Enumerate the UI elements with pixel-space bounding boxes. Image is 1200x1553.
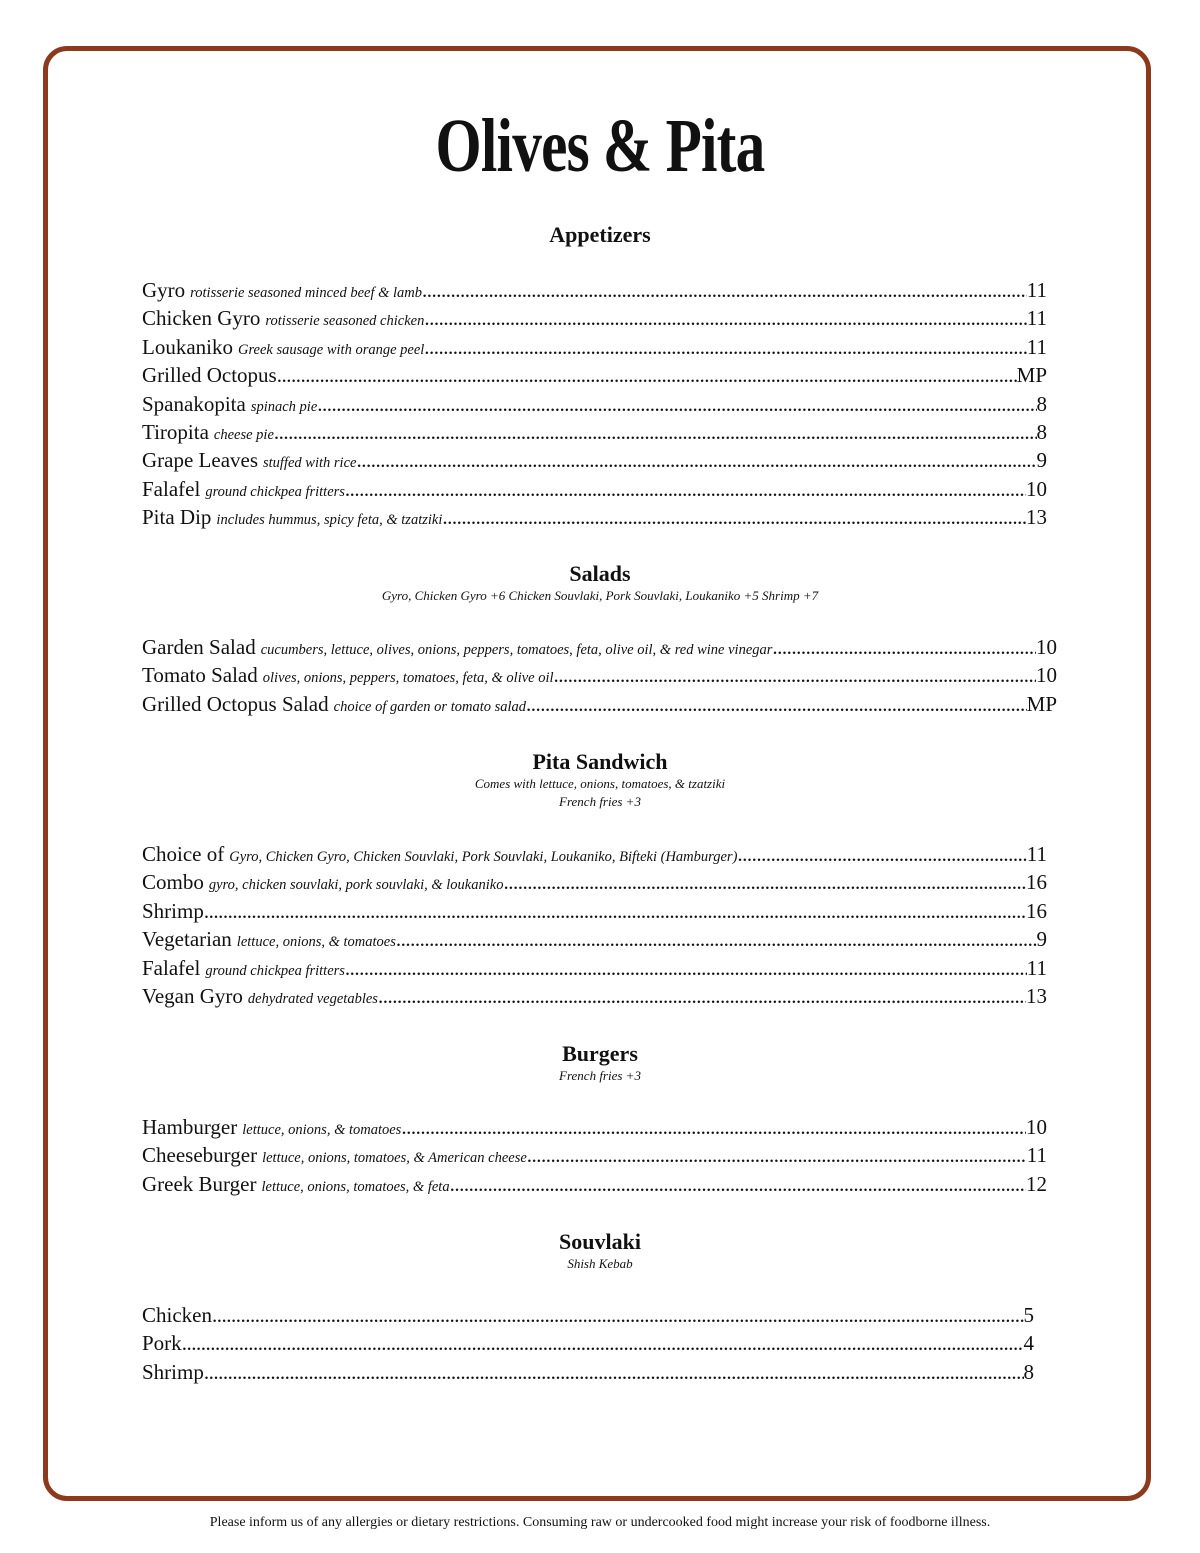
item-description: cheese pie <box>213 426 274 443</box>
item-name: Hamburger <box>142 1115 238 1139</box>
dot-leader <box>424 335 1026 360</box>
appetizers-title: Appetizers <box>549 222 651 247</box>
item-description: includes hummus, spicy feta, & tzatziki <box>216 512 443 529</box>
dot-leader <box>526 692 1027 717</box>
item-price: 10 <box>1036 635 1057 659</box>
item-name: Vegetarian <box>142 927 232 952</box>
menu-item <box>142 984 1047 1012</box>
item-description: rotisserie seasoned minced beef & lamb <box>190 285 422 301</box>
item-name: Cheeseburger <box>142 1143 258 1168</box>
souvlaki-list <box>142 1303 1034 1388</box>
item-price: 12 <box>1026 1171 1047 1196</box>
item-description: Greek sausage with orange peel <box>237 341 425 358</box>
item-name: Tiropita <box>142 419 209 444</box>
item-price: 11 <box>1026 955 1047 980</box>
item-name: Combo <box>142 870 204 895</box>
item-price: 11 <box>1026 1143 1047 1168</box>
souvlaki-header <box>0 1229 1200 1273</box>
item-price: 8 <box>1036 419 1047 444</box>
item-price: 9 <box>1036 927 1047 952</box>
appetizers-header <box>0 222 1200 248</box>
pita-sandwich-title: Pita Sandwich <box>532 749 668 774</box>
item-description: spinach pie <box>250 398 318 415</box>
dot-leader <box>204 1360 1024 1385</box>
menu-item <box>142 927 1047 955</box>
menu-item <box>142 842 1047 870</box>
dot-leader <box>442 505 1026 530</box>
item-description: ground chickpea fritters <box>205 962 345 979</box>
item-name: Falafel <box>142 955 201 980</box>
item-price: 8 <box>1023 1359 1034 1384</box>
item-description: Gyro, Chicken Gyro, Chicken Souvlaki, Pork Souvlaki, Loukaniko, Bifteki (Hamburger) <box>229 849 738 865</box>
item-price: 11 <box>1026 334 1047 359</box>
item-price: MP <box>1016 363 1047 388</box>
dot-leader <box>737 842 1026 867</box>
item-price: 10 <box>1026 1115 1047 1139</box>
dot-leader <box>345 956 1027 981</box>
item-name: Vegan Gyro <box>142 983 243 1008</box>
item-name: Chicken <box>142 1303 212 1327</box>
salads-note: Gyro, Chicken Gyro +6 Chicken Souvlaki, Pork Souvlaki, Loukaniko +5 Shrimp +7 <box>381 588 819 603</box>
item-description: stuffed with rice <box>263 455 357 472</box>
restaurant-title: Olives & Pita <box>435 104 765 188</box>
menu-item <box>142 1303 1034 1331</box>
item-name: Garden Salad <box>142 635 256 659</box>
menu-item <box>142 505 1047 533</box>
item-description: lettuce, onions, tomatoes, & feta <box>261 1178 450 1195</box>
item-price: 13 <box>1026 983 1047 1008</box>
item-name: Greek Burger <box>142 1171 257 1196</box>
menu-item <box>142 363 1047 391</box>
item-name: Loukaniko <box>142 334 233 359</box>
menu-item <box>142 899 1047 927</box>
item-description: lettuce, onions, & tomatoes <box>236 934 396 951</box>
item-description: lettuce, onions, tomatoes, & American cheese <box>262 1150 527 1167</box>
item-name: Gyro <box>142 278 186 302</box>
dot-leader <box>450 1172 1026 1197</box>
item-name: Falafel <box>142 476 201 501</box>
item-price: 11 <box>1026 278 1047 302</box>
item-name: Grilled Octopus <box>142 363 277 388</box>
menu-item <box>142 306 1047 334</box>
item-price: 13 <box>1026 505 1047 530</box>
dot-leader <box>396 927 1037 952</box>
dot-leader <box>401 1115 1026 1140</box>
item-price: 10 <box>1026 476 1047 501</box>
menu-item <box>142 635 1057 663</box>
item-price: 16 <box>1026 870 1047 895</box>
item-price: 4 <box>1023 1331 1034 1356</box>
item-name: Pork <box>142 1331 182 1356</box>
menu-item <box>142 477 1047 505</box>
menu-item <box>142 1143 1047 1171</box>
item-name: Shrimp <box>142 1359 204 1384</box>
dot-leader <box>212 1303 1024 1328</box>
allergy-disclaimer: Please inform us of any allergies or dietary restrictions. Consuming raw or undercooked food might increase your risk of foodborne illness. <box>209 1515 991 1530</box>
menu-item <box>142 420 1047 448</box>
pita-sandwich-list <box>142 842 1047 1012</box>
item-price: 11 <box>1026 842 1047 866</box>
salads-list <box>142 635 1057 720</box>
item-name: Chicken Gyro <box>142 306 261 331</box>
item-description: ground chickpea fritters <box>205 483 345 500</box>
dot-leader <box>356 448 1036 473</box>
burgers-list <box>142 1115 1047 1200</box>
item-name: Choice of <box>142 842 225 866</box>
item-price: 5 <box>1023 1303 1034 1327</box>
dot-leader <box>345 477 1026 502</box>
item-name: Spanakopita <box>142 391 246 416</box>
souvlaki-note: Shish Kebab <box>567 1256 633 1271</box>
pita-sandwich-header <box>0 749 1200 811</box>
dot-leader <box>422 278 1027 303</box>
salads-header <box>0 561 1200 605</box>
item-name: Grape Leaves <box>142 448 259 473</box>
salads-title: Salads <box>569 561 631 586</box>
dot-leader <box>554 663 1036 688</box>
pita-sandwich-fries-note: French fries +3 <box>559 794 641 809</box>
burgers-header <box>0 1041 1200 1085</box>
item-price: 16 <box>1026 898 1047 923</box>
dot-leader <box>182 1331 1024 1356</box>
burgers-note: French fries +3 <box>559 1068 641 1083</box>
item-description: lettuce, onions, & tomatoes <box>242 1122 402 1138</box>
item-price: 11 <box>1026 306 1047 331</box>
menu-item <box>142 1360 1034 1388</box>
dot-leader <box>204 899 1026 924</box>
dot-leader <box>274 420 1037 445</box>
dot-leader <box>424 306 1026 331</box>
item-description: cucumbers, lettuce, olives, onions, peppers, tomatoes, feta, olive oil, & red wine vinegar <box>260 642 773 658</box>
dot-leader <box>527 1143 1027 1168</box>
item-description: rotisserie seasoned chicken <box>265 313 425 330</box>
item-price: MP <box>1026 691 1057 716</box>
item-name: Shrimp <box>142 898 204 923</box>
dot-leader <box>772 635 1036 660</box>
menu-item <box>142 335 1047 363</box>
menu-item <box>142 1172 1047 1200</box>
dot-leader <box>503 870 1026 895</box>
item-description: gyro, chicken souvlaki, pork souvlaki, & loukaniko <box>208 877 504 894</box>
item-price: 9 <box>1036 448 1047 473</box>
menu-item <box>142 278 1047 306</box>
item-description: dehydrated vegetables <box>247 990 378 1007</box>
item-name: Pita Dip <box>142 505 212 530</box>
item-price: 8 <box>1036 391 1047 416</box>
item-name: Tomato Salad <box>142 663 258 688</box>
menu-item <box>142 1115 1047 1143</box>
dot-leader <box>378 984 1026 1009</box>
menu-item <box>142 1331 1034 1359</box>
menu-item <box>142 392 1047 420</box>
dot-leader <box>317 392 1036 417</box>
souvlaki-title: Souvlaki <box>559 1229 641 1254</box>
dot-leader <box>277 363 1017 388</box>
menu-item <box>142 448 1047 476</box>
menu-item <box>142 692 1057 720</box>
item-description: choice of garden or tomato salad <box>333 698 527 715</box>
menu-item <box>142 870 1047 898</box>
appetizers-list <box>142 278 1047 534</box>
menu-item <box>142 956 1047 984</box>
item-description: olives, onions, peppers, tomatoes, feta, & olive oil <box>262 670 554 687</box>
menu-item <box>142 663 1057 691</box>
pita-sandwich-note: Comes with lettuce, onions, tomatoes, & tzatziki <box>474 776 726 791</box>
item-name: Grilled Octopus Salad <box>142 691 329 716</box>
burgers-title: Burgers <box>562 1041 638 1066</box>
item-price: 10 <box>1036 663 1057 688</box>
